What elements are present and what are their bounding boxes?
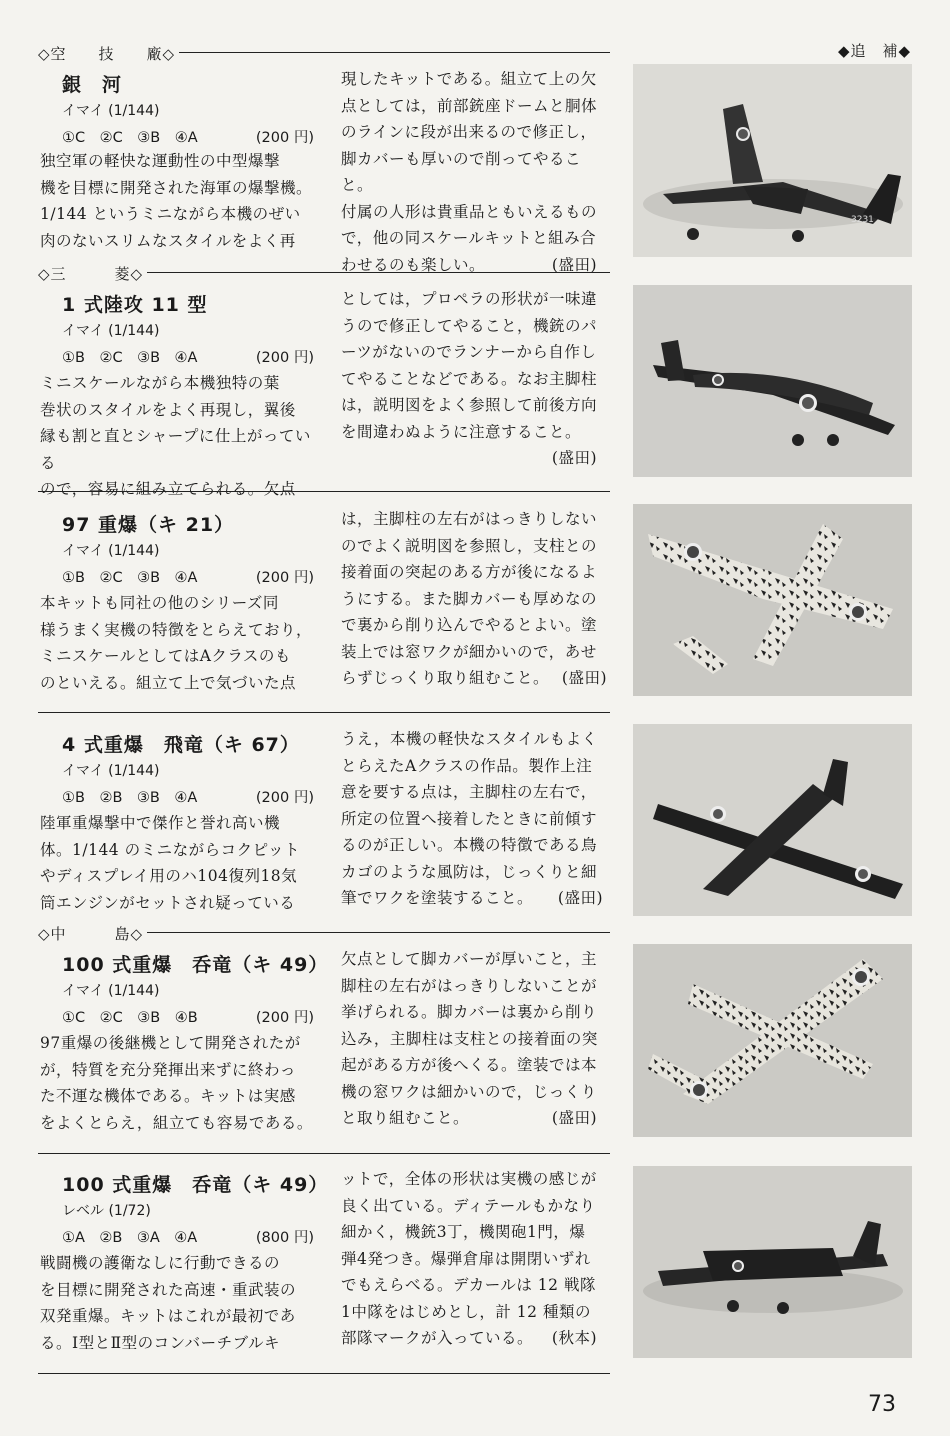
- tail-marking: 3231: [851, 215, 874, 225]
- review-text-right: 欠点として脚カバーが厚いこと，主 脚柱の左右がはっきりしないことが 挙げられる。脚カバーは裏から削り 込み，主脚柱は支柱との接着面の突 起がある方が後へくる。塗装では本 機の窓ワクは細かいので，じっくり と取り組むこと。 (盛田): [341, 946, 611, 1132]
- kit-title: 4 式重爆 飛竜（キ 67）: [62, 734, 300, 756]
- kit-ratings: [62, 126, 314, 147]
- kit-price: (800 円): [255, 1230, 314, 1246]
- maker-label: ◇空 技 廠◇: [38, 43, 179, 64]
- kit-manufacturer: イマイ (1/144): [62, 763, 160, 779]
- review-text-right: としては，プロペラの形状が一味違 うので修正してやること，機銃のパ ーツがないのでランナーから自作し てやることなどである。なお主脚柱 は，説明図をよく参照して前後方向 を間違わぬように注意すること。 (盛田): [341, 286, 611, 471]
- kit-title: 1 式陸攻 11 型: [62, 294, 208, 316]
- reviewer: (盛田): [551, 255, 597, 274]
- model-photo-ki67: [633, 724, 912, 916]
- reviewer: (盛田): [551, 449, 597, 467]
- supplement-header: ◆追 補◆: [838, 40, 915, 61]
- kit-manufacturer: レベル (1/72): [62, 1203, 151, 1219]
- kit-price: (200 円): [255, 790, 314, 806]
- plane-image: [633, 64, 912, 257]
- review-text-left: ミニスケールながら本機独特の葉 巻状のスタイルをよく再現し，翼後 縁も割と直とシャープに仕上がっている ので，容易に組み立てられる。欠点: [40, 374, 311, 498]
- review-text-right: は，主脚柱の左右がはっきりしない のでよく説明図を参照し，支柱との 接着面の突起のある方が後になるよ うにする。また脚カバーも厚めなの で裏から削り込んでやるとよい。塗 装上では窓ワクが細かいので，あせ らずじっくり取り組むこと。 (盛田): [341, 506, 611, 692]
- review-text-left: 独空軍の軽快な運動性の中型爆撃 機を目標に開発された海軍の爆撃機。 1/144 というミニながら本機のぜい 肉のないスリムなスタイルをよく再: [40, 152, 313, 250]
- reviewer: (盛田): [557, 889, 603, 907]
- kit-ratings: [62, 566, 314, 587]
- entry-rule: [38, 491, 610, 492]
- reviewer: (盛田): [561, 669, 607, 687]
- plane-image: [633, 1166, 912, 1358]
- review-text-left: 陸軍重爆撃中で傑作と誉れ高い機 体。1/144 のミニながらコクピット やディスプレイ用のハ104復列18気 筒エンジンがセットされ疑っている: [40, 814, 300, 912]
- kit-price: (200 円): [255, 1010, 314, 1026]
- kit-ratings: [62, 1006, 314, 1027]
- page-bottom-rule: [38, 1373, 610, 1374]
- entry-rule: [38, 712, 610, 713]
- plane-image: [633, 504, 912, 696]
- review-text-right: ットで，全体の形状は実機の感じが 良く出ている。ディテールもかなり 細かく，機銃3丁，機関砲1門，爆 弾4発つき。爆弾倉扉は開閉いずれ でもえらべる。デカールは 12 戦隊 1中隊をはじめとし，計 12 種類の 部隊マークが入っている。 (秋本): [341, 1166, 611, 1352]
- review-text-left: 戦闘機の護衛なしに行動できるの を目標に開発された高速・重武装の 双発重爆。キットはこれが最初であ る。Ⅰ型とⅡ型のコンバーチブルキ: [40, 1254, 297, 1352]
- rating-values: ①B ②C ③B ④A: [62, 570, 198, 586]
- rating-values: ①B ②C ③B ④A: [62, 350, 198, 366]
- kit-price: (200 円): [255, 350, 314, 366]
- rating-values: ①B ②B ③B ④A: [62, 790, 198, 806]
- reviewer: (秋本): [551, 1329, 597, 1347]
- kit-title: 100 式重爆 呑竜（キ 49）: [62, 1174, 329, 1196]
- review-text-left: 本キットも同社の他のシリーズ同 様うまく実機の特徴をとらえており， ミニスケールとしてはAクラスのも のといえる。組立て上で気づいた点: [40, 594, 313, 692]
- review-text-left: 97重爆の後継機として開発されたが が，特質を充分発揮出来ずに終わっ た不運な機体である。キットは実感 をよくとらえ，組立ても容易である。: [40, 1034, 313, 1132]
- model-photo-ginga: [633, 64, 912, 257]
- kit-ratings: [62, 346, 314, 367]
- kit-ratings: [62, 786, 314, 807]
- kit-title: 97 重爆（キ 21）: [62, 514, 235, 536]
- model-photo-ki49-revell: [633, 1166, 912, 1358]
- rating-values: ①A ②B ③A ④A: [62, 1230, 198, 1246]
- maker-label: ◇三 菱◇: [38, 263, 147, 284]
- kit-price: (200 円): [255, 570, 314, 586]
- rating-values: ①C ②C ③B ④B: [62, 1010, 198, 1026]
- plane-image: [633, 724, 912, 916]
- rating-values: ①C ②C ③B ④A: [62, 130, 198, 146]
- review-text-right: 現したキットである。組立て上の欠 点としては，前部銃座ドームと胴体 のラインに段が出来るので修正し， 脚カバーも厚いので削ってやること。 付属の人形は貴重品ともいえるもの で，他の同スケールキットと組み合 わせるのも楽しい。 (盛田): [341, 66, 611, 278]
- kit-title: 銀 河: [62, 74, 123, 96]
- kit-manufacturer: イマイ (1/144): [62, 323, 160, 339]
- kit-manufacturer: イマイ (1/144): [62, 543, 160, 559]
- kit-manufacturer: イマイ (1/144): [62, 103, 160, 119]
- plane-image: [633, 944, 912, 1137]
- plane-image: [633, 285, 912, 477]
- maker-label: ◇中 島◇: [38, 923, 147, 944]
- review-text-right: うえ，本機の軽快なスタイルもよく とらえたAクラスの作品。製作上注 意を要する点は，主脚柱の左右で， 所定の位置へ接着したときに前傾す るのが正しい。本機の特徴である鳥 カゴのような風防は，じっくりと細 筆でワクを塗装すること。 (盛田): [341, 726, 611, 912]
- kit-ratings: [62, 1226, 314, 1247]
- model-photo-ki49-imai: [633, 944, 912, 1137]
- kit-price: (200 円): [255, 130, 314, 146]
- entry-rule: [38, 1153, 610, 1154]
- kit-manufacturer: イマイ (1/144): [62, 983, 160, 999]
- kit-title: 100 式重爆 呑竜（キ 49）: [62, 954, 329, 976]
- model-photo-ki21: [633, 504, 912, 696]
- page-number: 73: [868, 1392, 896, 1417]
- model-photo-g4m: [633, 285, 912, 477]
- reviewer: (盛田): [551, 1109, 597, 1127]
